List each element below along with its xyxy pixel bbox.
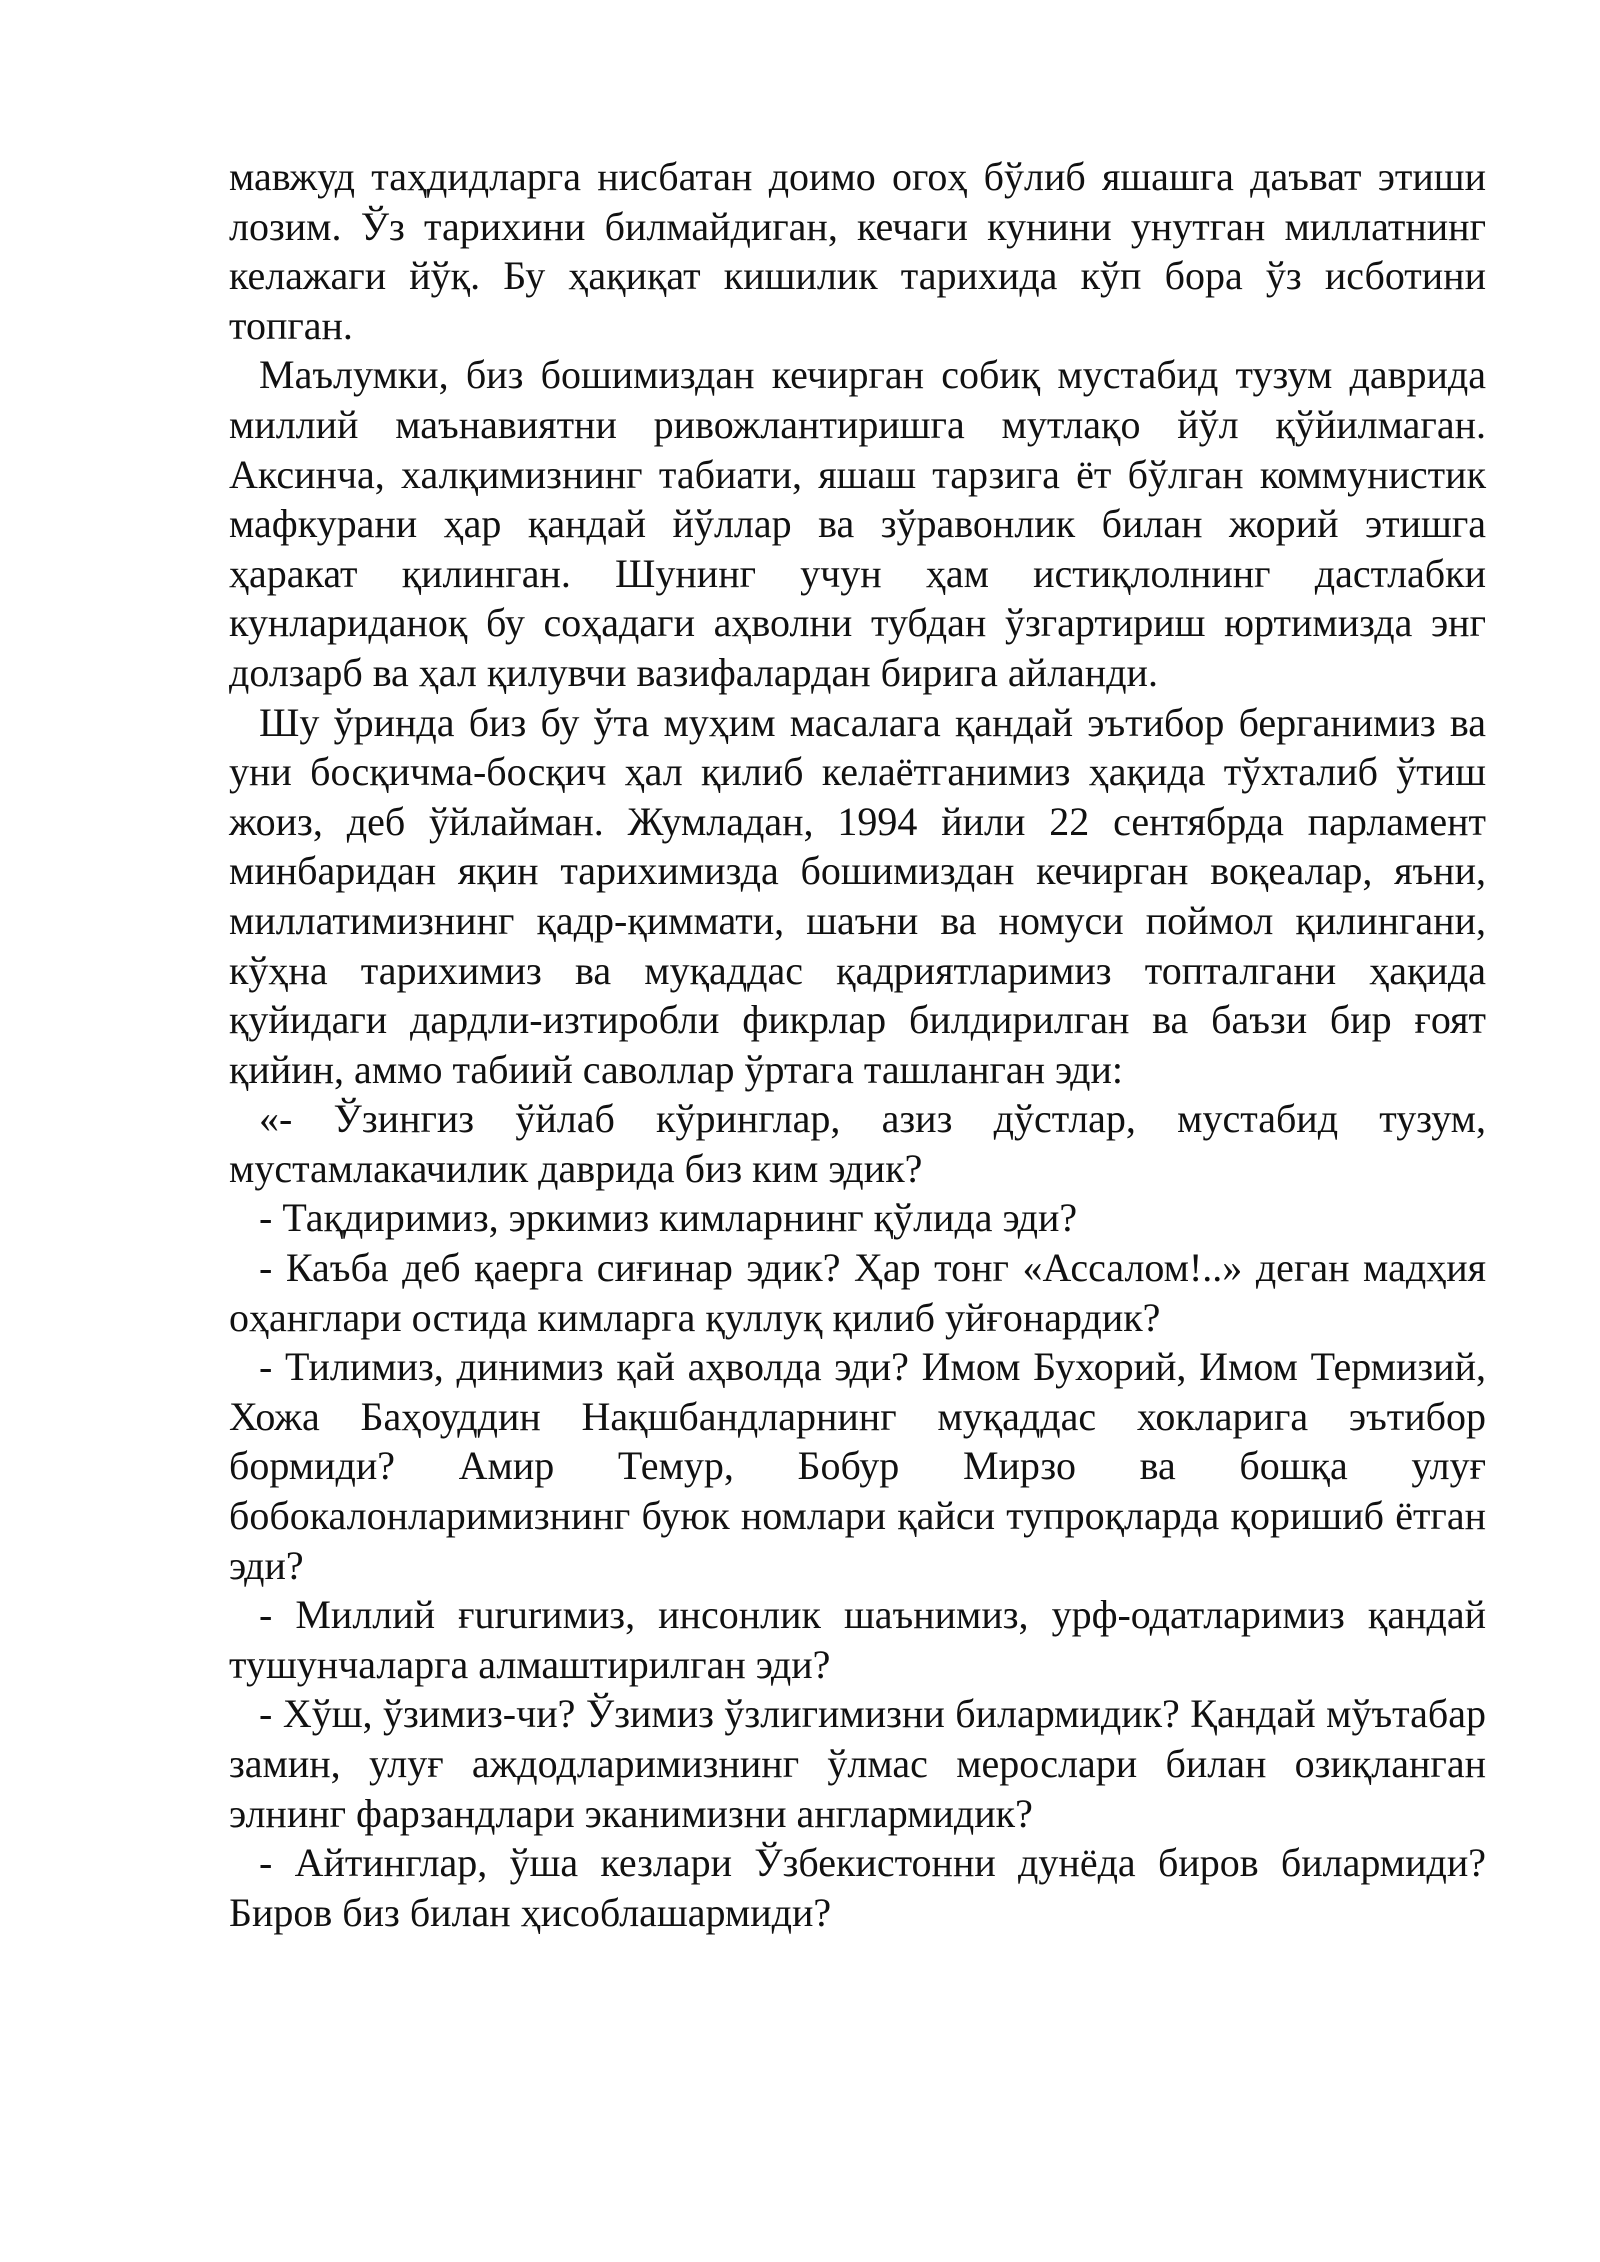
paragraph-2: Маълумки, биз бошимиздан кечирган собиқ мустабид тузум даврида миллий маънавиятни ривожлантиришга мутлақо йўл қўйилмаган. Аксинча, халқимизнинг табиати, яшаш тарзига ёт бўлган коммунистик мафкурани ҳар қандай йўллар ва зўравонлик билан жорий этишга ҳаракат қилинган. Шунинг учун ҳам истиқлолнинг дастлабки кунлариданоқ бу соҳадаги аҳволни тубдан ўзгартириш юртимизда энг долзарб ва ҳал қилувчи вазифалардан бирига айланди. — [229, 352, 1486, 695]
paragraph-3: Шу ўринда биз бу ўта муҳим масалага қандай эътибор берганимиз ва уни босқичма-босқич ҳал қилиб келаётганимиз ҳақида тўхталиб ўтиш жоиз, деб ўйлайман. Жумладан, 1994 йили 22 сентябрда парламент минбаридан яқин тарихимизда бошимиздан кечирган воқеалар, яъни, миллатимизнинг қадр-қиммати, шаъни ва номуси поймол қилингани, кўҳна тарихимиз ва муқаддас қадриятларимиз топталгани ҳақида қуйидаги дардли-изтиробли фикрлар билдирилган ва баъзи бир ғоят қийин, аммо табиий саволлар ўртага ташланган эди: — [229, 699, 1486, 1092]
document-page — [229, 152, 1486, 1937]
quote-question-6: - Хўш, ўзимиз-чи? Ўзимиз ўзлигимизни билармидик? Қандай мўътабар замин, улуғ аждодларимизнинг ўлмас мерослари билан озиқланган элнинг фарзандлари эканимизни англармидик? — [229, 1691, 1486, 1836]
quote-question-2: - Тақдиримиз, эркимиз кимларнинг қўлида эди? — [259, 1195, 1078, 1241]
quote-question-1: «- Ўзингиз ўйлаб кўринглар, азиз дўстлар, мустабид тузум, мустамлакачилик даврида биз ким эдик? — [229, 1096, 1486, 1191]
paragraph-1: мавжуд таҳдидларга нисбатан доимо огоҳ бўлиб яшашга даъват этиши лозим. Ўз тарихини билмайдиган, кечаги кунини унутган миллатнинг келажаги йўқ. Бу ҳақиқат кишилик тарихида кўп бора ўз исботини топган. — [229, 154, 1486, 348]
quote-question-7: - Айтинглар, ўша кезлари Ўзбекистонни дунёда биров билармиди? Биров биз билан ҳисоблашармиди? — [229, 1840, 1486, 1935]
quote-question-4: - Тилимиз, динимиз қай аҳволда эди? Имом Бухорий, Имом Термизий, Хожа Баҳоуддин Нақшбандларнинг муқаддас хокларига эътибор бормиди? Амир Темур, Бобур Мирзо ва бошқа улуғ бобокалонларимизнинг буюк номлари қайси тупроқларда қоришиб ётган эди? — [229, 1344, 1486, 1588]
quote-question-5: - Миллий ғururимиз, инсонлик шаънимиз, урф-одатларимиз қандай тушунчаларга алмаштирилган эди? — [229, 1592, 1486, 1687]
quote-question-3: - Каъба деб қаерга сиғинар эдик? Ҳар тонг «Ассалом!..» деган мадҳия оҳанглари остида кимларга қуллуқ қилиб уйғонардик? — [229, 1245, 1486, 1340]
